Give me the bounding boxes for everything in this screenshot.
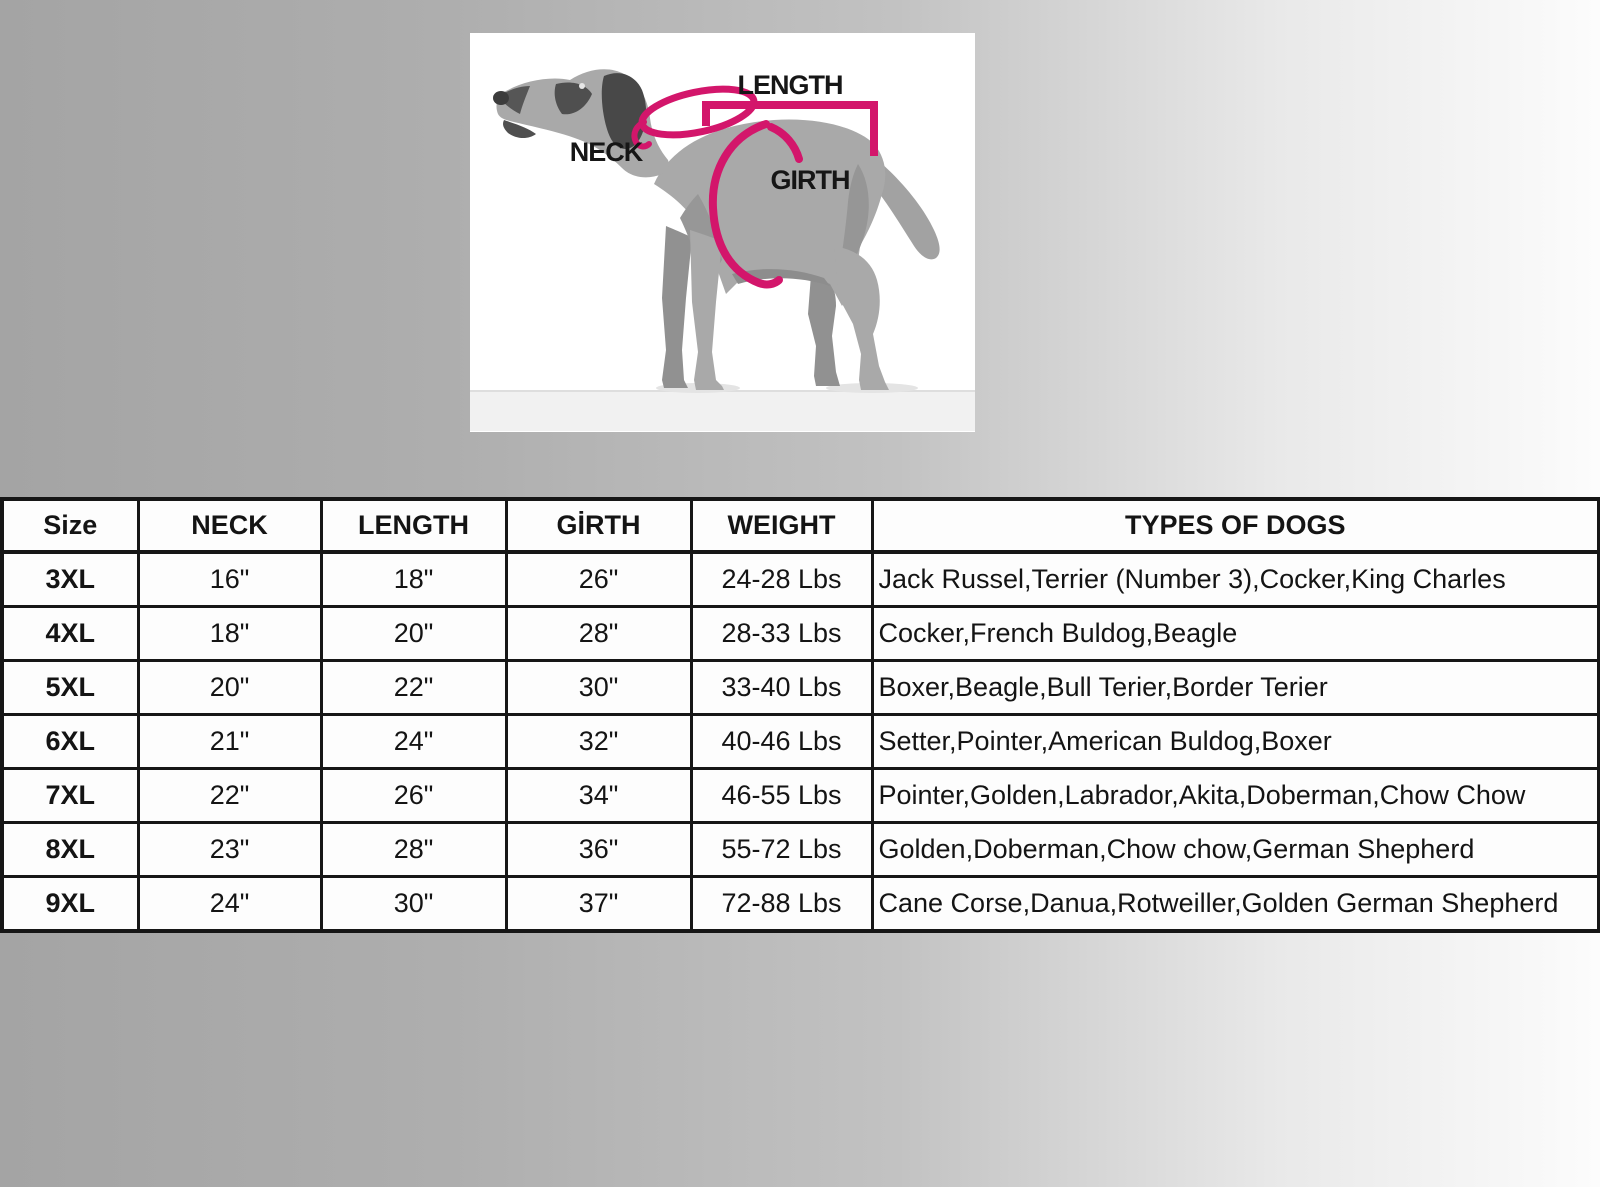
length-cell: 26" — [321, 769, 506, 823]
neck-cell: 23" — [138, 823, 321, 877]
size-chart-table — [0, 497, 1600, 933]
dog-nose — [493, 91, 509, 105]
dog-diagram-panel — [470, 33, 975, 432]
dog-eye — [579, 83, 585, 89]
dogs-cell: Golden,Doberman,Chow chow,German Shepherd — [872, 823, 1599, 877]
floor — [470, 391, 975, 431]
size-cell: 9XL — [2, 877, 138, 932]
length-cell: 24" — [321, 715, 506, 769]
girth-cell: 37" — [506, 877, 691, 932]
girth-cell: 26" — [506, 552, 691, 607]
girth-cell: 36" — [506, 823, 691, 877]
weight-cell: 46-55 Lbs — [691, 769, 872, 823]
header-cell-1: NECK — [138, 499, 321, 552]
neck-cell: 24" — [138, 877, 321, 932]
size-cell: 6XL — [2, 715, 138, 769]
size-cell: 7XL — [2, 769, 138, 823]
header-cell-3: GİRTH — [506, 499, 691, 552]
size-cell: 8XL — [2, 823, 138, 877]
table-row — [2, 769, 1599, 823]
header-cell-4: WEIGHT — [691, 499, 872, 552]
size-cell: 5XL — [2, 661, 138, 715]
size-chart-header — [2, 499, 1599, 552]
length-cell: 30" — [321, 877, 506, 932]
neck-cell: 21" — [138, 715, 321, 769]
dogs-cell: Jack Russel,Terrier (Number 3),Cocker,King Charles — [872, 552, 1599, 607]
length-cell: 18" — [321, 552, 506, 607]
size-chart-section — [0, 497, 1600, 933]
neck-cell: 18" — [138, 607, 321, 661]
dogs-cell: Boxer,Beagle,Bull Terier,Border Terier — [872, 661, 1599, 715]
header-cell-2: LENGTH — [321, 499, 506, 552]
girth-cell: 28" — [506, 607, 691, 661]
table-row — [2, 661, 1599, 715]
table-row — [2, 877, 1599, 932]
header-cell-0: Size — [2, 499, 138, 552]
length-cell: 22" — [321, 661, 506, 715]
length-label: LENGTH — [737, 70, 843, 100]
girth-cell: 34" — [506, 769, 691, 823]
weight-cell: 40-46 Lbs — [691, 715, 872, 769]
length-cell: 28" — [321, 823, 506, 877]
neck-cell: 22" — [138, 769, 321, 823]
girth-cell: 30" — [506, 661, 691, 715]
table-row — [2, 823, 1599, 877]
neck-cell: 16" — [138, 552, 321, 607]
dogs-cell: Pointer,Golden,Labrador,Akita,Doberman,Chow Chow — [872, 769, 1599, 823]
weight-cell: 55-72 Lbs — [691, 823, 872, 877]
table-row — [2, 715, 1599, 769]
table-row — [2, 607, 1599, 661]
girth-label: GIRTH — [770, 165, 850, 195]
girth-cell: 32" — [506, 715, 691, 769]
weight-cell: 28-33 Lbs — [691, 607, 872, 661]
dogs-cell: Setter,Pointer,American Buldog,Boxer — [872, 715, 1599, 769]
neck-cell: 20" — [138, 661, 321, 715]
dogs-cell: Cane Corse,Danua,Rotweiller,Golden German Shepherd — [872, 877, 1599, 932]
neck-label: NECK — [569, 137, 643, 167]
weight-cell: 33-40 Lbs — [691, 661, 872, 715]
size-cell: 4XL — [2, 607, 138, 661]
dog-measurement-diagram — [470, 33, 975, 432]
size-chart-body — [2, 552, 1599, 931]
table-row — [2, 552, 1599, 607]
size-cell: 3XL — [2, 552, 138, 607]
header-cell-5: TYPES OF DOGS — [872, 499, 1599, 552]
weight-cell: 24-28 Lbs — [691, 552, 872, 607]
weight-cell: 72-88 Lbs — [691, 877, 872, 932]
length-cell: 20" — [321, 607, 506, 661]
dogs-cell: Cocker,French Buldog,Beagle — [872, 607, 1599, 661]
